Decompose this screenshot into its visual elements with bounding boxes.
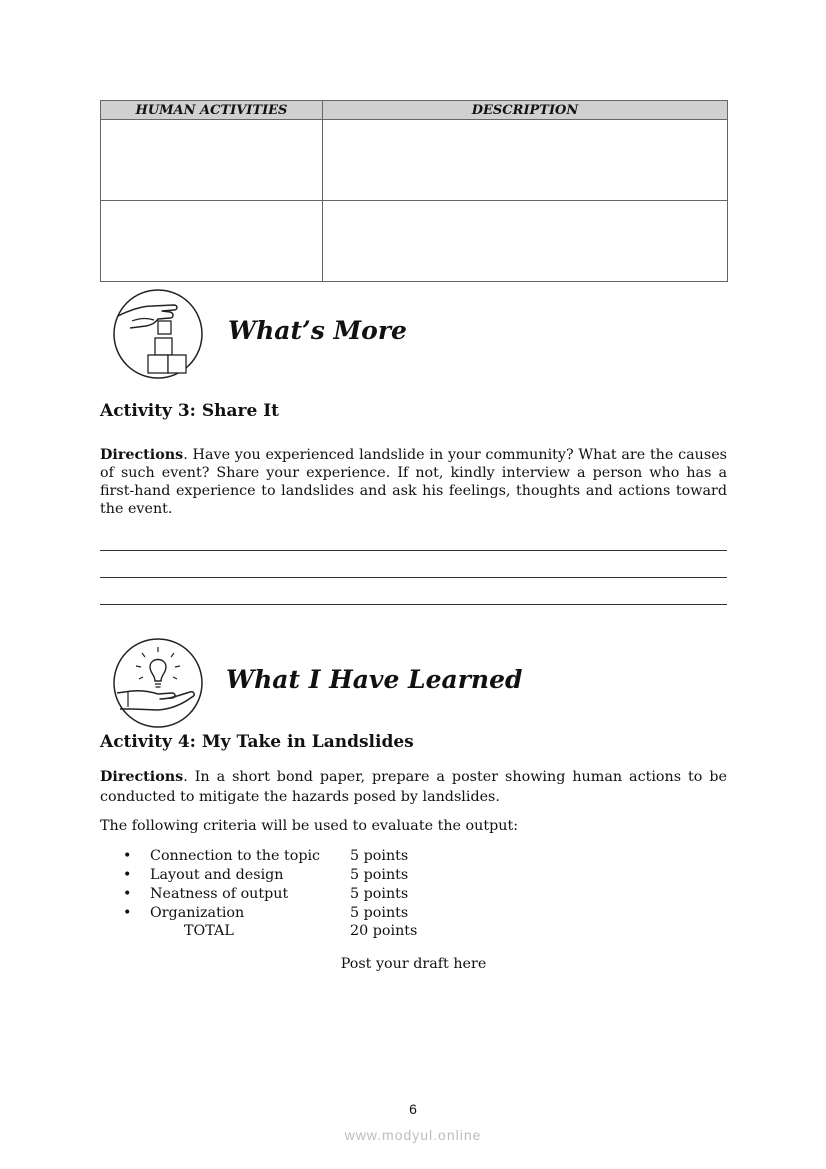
table-row <box>101 120 728 201</box>
total-label: TOTAL <box>184 923 234 939</box>
activity3-directions <box>100 446 727 518</box>
criterion-points: 5 points <box>350 905 409 921</box>
hand-placing-blocks-icon <box>112 288 204 380</box>
table-header-human-activities: HUMAN ACTIVITIES <box>101 101 323 120</box>
directions-text: . In a short bond paper, prepare a poster showing human actions to be conducted to mitigate the hazards posed by landslides. <box>100 769 727 805</box>
criteria-intro: The following criteria will be used to evaluate the output: <box>100 818 519 834</box>
criterion-points: 5 points <box>350 886 409 902</box>
criterion-points: 5 points <box>350 867 409 883</box>
watermark: www.modyul.online <box>344 1127 482 1143</box>
criterion-name: Connection to the topic <box>150 848 321 864</box>
criterion-name: Neatness of output <box>150 886 289 902</box>
hand-holding-lightbulb-icon <box>112 637 204 729</box>
answer-line[interactable] <box>100 577 727 578</box>
bullet-icon: • <box>123 848 132 864</box>
directions-text: . Have you experienced landslide in your community? What are the causes of such event? Share your experience. If not, kindly interview a person who has a first-hand experience to landslides and ask his feelings, thoughts and actions toward the event. <box>100 447 727 517</box>
directions-label: Directions <box>100 447 184 463</box>
table-row <box>101 201 728 282</box>
post-draft-text: Post your draft here <box>340 956 487 972</box>
bullet-icon: • <box>123 905 132 921</box>
table-cell <box>101 201 323 282</box>
activity4-title: Activity 4: My Take in Landslides <box>100 732 414 752</box>
criterion-name: Organization <box>150 905 245 921</box>
criterion-points: 5 points <box>350 848 409 864</box>
activity3-title: Activity 3: Share It <box>100 401 280 421</box>
bullet-icon: • <box>123 886 132 902</box>
total-points: 20 points <box>350 923 418 939</box>
activity4-directions <box>100 767 727 807</box>
table-cell <box>323 201 728 282</box>
bullet-icon: • <box>123 867 132 883</box>
table-cell <box>101 120 323 201</box>
table-header-description: DESCRIPTION <box>323 101 728 120</box>
table-cell <box>323 120 728 201</box>
whats-more-title: What’s More <box>228 316 407 345</box>
what-learned-title: What I Have Learned <box>226 665 523 694</box>
human-activities-table <box>100 100 728 282</box>
answer-line[interactable] <box>100 604 727 605</box>
directions-label: Directions <box>100 769 184 785</box>
page-number: 6 <box>409 1101 417 1117</box>
criterion-name: Layout and design <box>150 867 284 883</box>
answer-line[interactable] <box>100 550 727 551</box>
